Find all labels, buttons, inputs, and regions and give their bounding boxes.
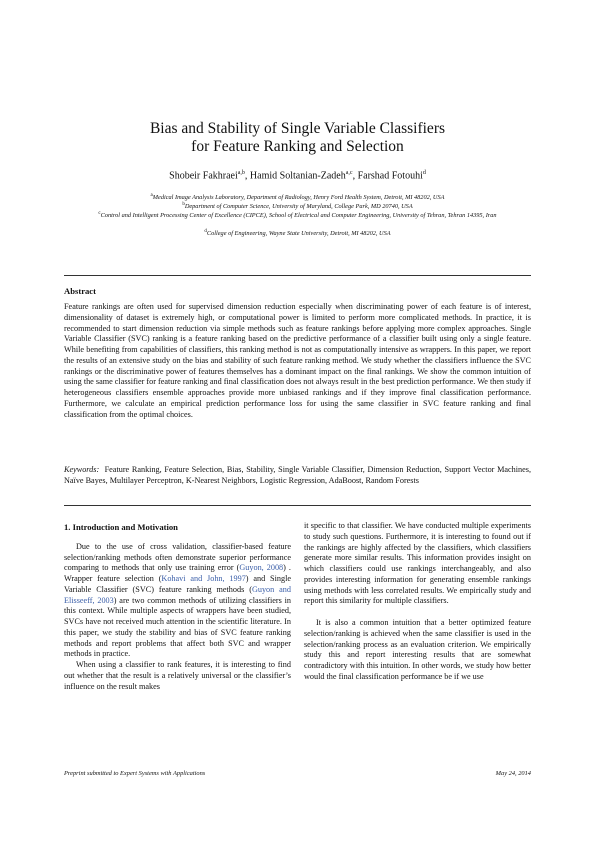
text-run: ) . Wrapper feature selection ( [64,563,291,583]
affil-marker: b [182,202,185,207]
bottom-divider [64,505,531,506]
section-heading: 1. Introduction and Motivation [64,522,178,532]
author-name: Farshad Fotouhi [357,170,423,182]
affil-text: Control and Intelligent Processing Center of Excellence (CIPCE), School of Electrical and Computer Engineering, University of Tehran, Tehran 14395, Iran [100,212,497,220]
author-name: Shobeir Fakhraei [169,170,238,182]
title-line-1: Bias and Stability of Single Variable Classifiers [149,120,446,137]
citation-link[interactable]: Guyon and Elisseeff, 2003 [64,584,291,605]
affil-text: Medical Image Analysis Laboratory, Department of Radiology, Henry Ford Health System, Detroit, MI 48202, USA [152,194,445,202]
paragraph: When using a classifier to rank features, it is interesting to find out whether that the result is a relatively universal or the classifier’s influence on the result makes [64,660,291,691]
affiliation-d [60,228,535,238]
keywords-text: Feature Ranking, Feature Selection, Bias, Stability, Single Variable Classifier, Dimension Reduction, Support Vector Machines, Naïve Bayes, Multilayer Perceptron, K-Nearest Neighbors, Logistic Regression, AdaBoost, Random Forests [64,465,531,485]
keywords-label: Keywords: [64,465,100,474]
keywords [64,465,531,487]
affil-marker: c [98,211,101,216]
top-divider [64,275,531,276]
text-run: ) and Single Variable Classifier (SVC) feature ranking methods ( [64,574,291,594]
affiliation-c [40,210,555,220]
affil-text: College of Engineering, Wayne State University, Detroit, MI 48202, USA [206,230,391,238]
affil-marker: a [150,193,153,198]
citation-link[interactable]: Guyon, 2008 [239,563,284,573]
author-affil-marker: a,b [237,170,245,176]
right-column [304,521,531,683]
left-column [64,522,291,692]
title-line-2: for Feature Ranking and Selection [191,138,404,155]
paragraph [64,542,291,660]
footer-journal: Preprint submitted to Expert Systems with Applications [64,770,206,777]
author-affil-marker: d [422,170,426,176]
paper-title [0,120,595,156]
affil-text: Department of Computer Science, University of Maryland, College Park, MD 20740, USA [184,203,413,211]
text-run: ) are two common methods of utilizing classifiers in this context. While multiple aspects of wrappers have been studied, SVCs have not received much attention in the scientific literature. In this paper, we study the stability and bias of SVC feature ranking methods and report problems that affect both SVC and wrapper methods in practice. [64,595,291,659]
paragraph: it specific to that classifier. We have conducted multiple experiments to study such questions. Furthermore, it is interesting to found out if the rankings are highly affected by the classifiers, which classifiers generate more similar results. This information provides insight on which classifiers could use rankings interchangeably, and also provides interesting information for generating ensemble rankings using methods with less correlated results. We empirically study and report this similarity for multiple classifiers. [304,521,531,606]
affil-marker: d [204,229,207,234]
footer-date: May 24, 2014 [495,770,531,777]
author-name: Hamid Soltanian-Zadeh [249,170,346,182]
abstract-text: Feature rankings are often used for supervised dimension reduction especially when discriminating power of each feature is of interest, dimensionality of dataset is extremely high, or computational power is limited to perform more complicated methods. In practice, it is recommended to start dimension reduction via simple methods such as feature rankings before applying more complex approaches. Single Variable Classifier (SVC) ranking is a feature ranking based on the predictive performance of a classifier built using only a single feature. While benefiting from capabilities of classifiers, this ranking method is not as computationally intensive as wrappers. In this paper, we report the results of an extensive study on the bias and stability of such feature ranking method. We study whether the classifiers influence the SVC rankings or the discriminative power of features themselves has a dominant impact on the final rankings. We show the common intuition of using the same classifier for feature ranking and final classification does not always result in the best prediction performance. We then study if heterogeneous classifiers ensemble approaches provide more unbiased rankings and if they improve final classification performance. Furthermore, we calculate an empirical prediction performance loss for using the same classifier in SVC feature ranking and final classification from the optimal choices. [64,302,531,419]
paragraph: It is also a common intuition that a better optimized feature selection/ranking is achieved when the same classifier is used in the selection/ranking process as an evaluation criterion. We empirically study this and report interesting results that are somewhat contradictory with this intuition. In other words, we study how better would the final classification performance be if we use [304,618,531,681]
author-affil-marker: a,c [345,170,353,176]
text-run: Due to the use of cross validation, classifier-based feature selection/ranking methods often demonstrate superior performance comparing to methods that only use training error ( [64,541,291,573]
citation-link[interactable]: Kohavi and John, 1997 [161,574,246,583]
abstract-heading: Abstract [64,286,96,296]
author-list: Shobeir Fakhraei$^{a,b}$, Hamid Soltanian-Zadeh$^{a,c}$, Farshad Fotouhi$^d$ [169,170,426,182]
